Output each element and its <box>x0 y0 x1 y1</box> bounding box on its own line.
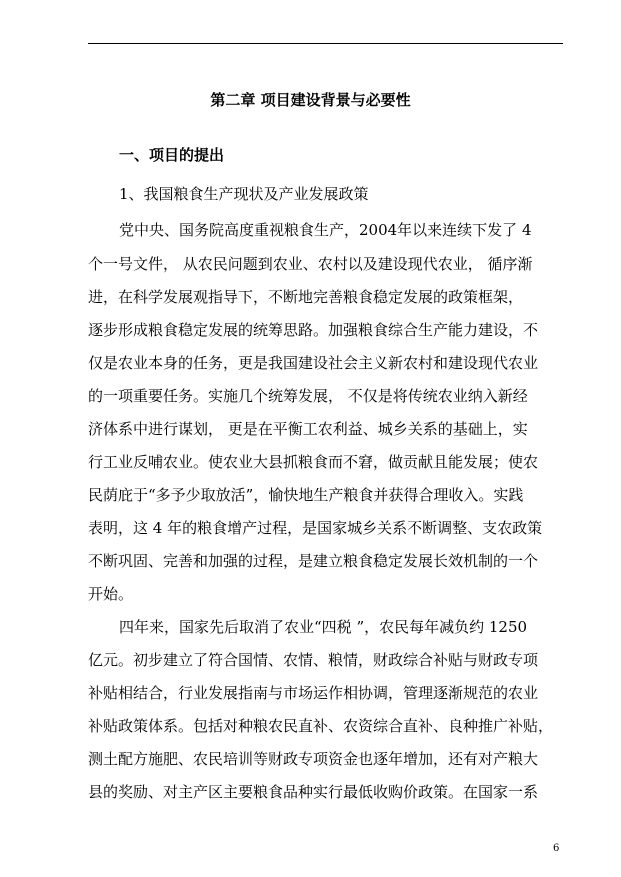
paragraph-2-line: 亿元。初步建立了符合国情、农情、粮情，财政综合补贴与财政专项 <box>88 651 539 669</box>
paragraph-1-line: 党中央、国务院高度重视粮食生产，2004年以来连续下发了 4 <box>119 221 532 239</box>
paragraph-2-line: 四年来，国家先后取消了农业“四税 ”，农民每年减负约 1250 <box>119 618 528 636</box>
page-number: 6 <box>553 843 560 854</box>
subsection-title: 1、我国粮食生产现状及产业发展政策 <box>119 185 369 203</box>
paragraph-2-line: 测土配方施肥、农民培训等财政专项资金也逐年增加，还有对产粮大 <box>88 750 539 768</box>
paragraph-1-line: 表明，这 4 年的粮食增产过程，是国家城乡关系不断调整、支农政策 <box>88 519 543 537</box>
paragraph-1-line: 济体系中进行谋划， 更是在平衡工农利益、城乡关系的基础上，实 <box>88 420 528 438</box>
paragraph-1-line: 开始。 <box>88 585 134 603</box>
section-heading: 一、项目的提出 <box>119 146 225 164</box>
header-rule <box>88 43 563 44</box>
chapter-title: 第二章 项目建设背景与必要性 <box>210 91 411 109</box>
paragraph-1-line: 进，在科学发展观指导下，不断地完善粮食稳定发展的政策框架， <box>88 288 524 306</box>
paragraph-1-line: 行工业反哺农业。使农业大县抓粮食而不窘，做贡献且能发展；使农 <box>88 453 539 471</box>
paragraph-1-line: 个一号文件， 从农民问题到农业、农村以及建设现代农业， 循序渐 <box>88 255 533 273</box>
paragraph-2-line: 补贴政策体系。包括对种粮农民直补、农资综合直补、良种推广补贴， <box>88 717 554 735</box>
paragraph-1-line: 民荫庇于“多予少取放活”，愉快地生产粮食并获得合理收入。实践 <box>88 486 524 504</box>
paragraph-2-line: 县的奖励、对主产区主要粮食品种实行最低收购价政策。在国家一系 <box>88 783 539 801</box>
paragraph-1-line: 的一项重要任务。实施几个统筹发展， 不仅是将传统农业纳入新经 <box>88 387 528 405</box>
paragraph-1-line: 不断巩固、完善和加强的过程，是建立粮食稳定发展长效机制的一个 <box>88 552 539 570</box>
paragraph-2-line: 补贴相结合，行业发展指南与市场运作相协调，管理逐渐规范的农业 <box>88 684 539 702</box>
paragraph-1-line: 仅是农业本身的任务，更是我国建设社会主义新农村和建设现代农业 <box>88 354 539 372</box>
paragraph-1-line: 逐步形成粮食稳定发展的统筹思路。加强粮食综合生产能力建设，不 <box>88 321 539 339</box>
